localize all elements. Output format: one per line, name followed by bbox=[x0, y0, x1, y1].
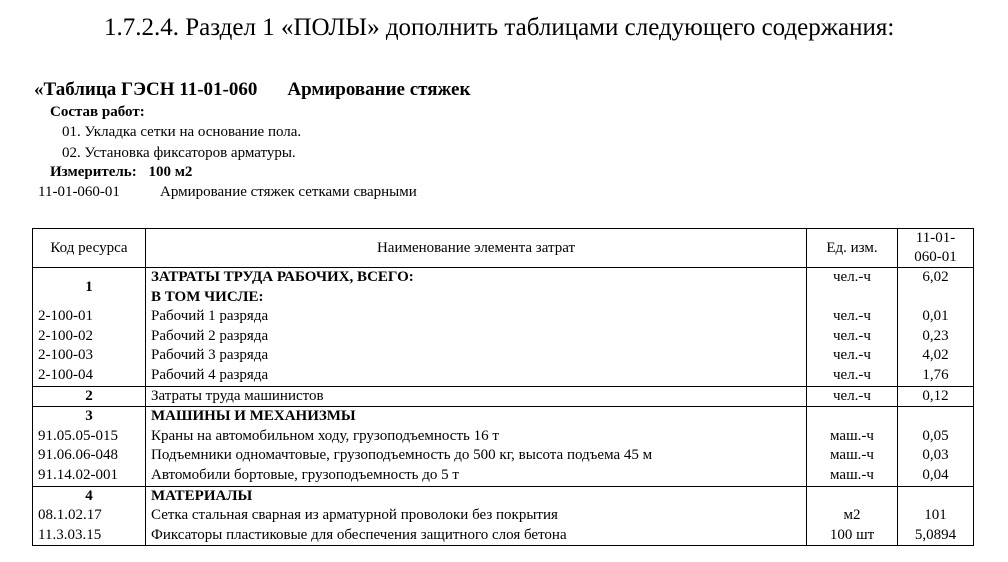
section-1-num: 1 bbox=[33, 268, 146, 308]
row-name: Подъемники одномачтовые, грузоподъемность до 500 кг, высота подъема 45 м bbox=[146, 446, 807, 466]
norm-name: Армирование стяжек сетками сварными bbox=[160, 184, 417, 200]
row-unit: маш.-ч bbox=[807, 446, 898, 466]
row-code: 2-100-03 bbox=[33, 346, 146, 366]
row-value: 0,05 bbox=[898, 427, 974, 447]
row-name: Краны на автомобильном ходу, грузоподъемность 16 т bbox=[146, 427, 807, 447]
table-row bbox=[33, 446, 974, 466]
section-2-row bbox=[33, 386, 974, 407]
row-code: 11.3.03.15 bbox=[33, 526, 146, 546]
row-code: 91.06.06-048 bbox=[33, 446, 146, 466]
header-row bbox=[33, 229, 974, 268]
row-unit: чел.-ч bbox=[807, 346, 898, 366]
row-unit: маш.-ч bbox=[807, 466, 898, 486]
section-4-name: МАТЕРИАЛЫ bbox=[146, 486, 807, 506]
norm-code: 11-01-060-01 bbox=[38, 184, 120, 200]
measure bbox=[50, 164, 192, 181]
row-name: Рабочий 2 разряда bbox=[146, 327, 807, 347]
row-unit: маш.-ч bbox=[807, 427, 898, 447]
table-row bbox=[33, 346, 974, 366]
section-3-num: 3 bbox=[33, 407, 146, 427]
table-row bbox=[33, 366, 974, 386]
section-1-unit: чел.-ч bbox=[807, 268, 898, 288]
col-code-header: Код ресурса bbox=[33, 229, 146, 268]
col-name-header: Наименование элемента затрат bbox=[146, 229, 807, 268]
table-row bbox=[33, 466, 974, 486]
section-1-subheading: В ТОМ ЧИСЛЕ: bbox=[146, 288, 807, 308]
row-name: Автомобили бортовые, грузоподъемность до 5 т bbox=[146, 466, 807, 486]
table-code: «Таблица ГЭСН 11-01-060 bbox=[34, 79, 258, 100]
table-row bbox=[33, 327, 974, 347]
row-value: 4,02 bbox=[898, 346, 974, 366]
section-3-row bbox=[33, 407, 974, 427]
row-unit: чел.-ч bbox=[807, 307, 898, 327]
row-code: 2-100-02 bbox=[33, 327, 146, 347]
table-row bbox=[33, 307, 974, 327]
row-name: Рабочий 3 разряда bbox=[146, 346, 807, 366]
table-row bbox=[33, 526, 974, 546]
section-1-subheading-row bbox=[33, 288, 974, 308]
row-code: 91.14.02-001 bbox=[33, 466, 146, 486]
row-unit: м2 bbox=[807, 506, 898, 526]
measure-value: 100 м2 bbox=[148, 164, 193, 180]
col-norm-line1: 11-01- bbox=[915, 230, 956, 246]
row-unit: чел.-ч bbox=[807, 366, 898, 386]
row-value: 5,0894 bbox=[898, 526, 974, 546]
work-label: Состав работ: bbox=[50, 104, 145, 120]
row-value: 1,76 bbox=[898, 366, 974, 386]
row-value: 0,01 bbox=[898, 307, 974, 327]
row-unit: 100 шт bbox=[807, 526, 898, 546]
row-name: Рабочий 1 разряда bbox=[146, 307, 807, 327]
section-1-row bbox=[33, 268, 974, 288]
resource-table bbox=[32, 228, 974, 546]
section-4-row bbox=[33, 486, 974, 506]
section-heading: 1.7.2.4. Раздел 1 «ПОЛЫ» дополнить таблицами следующего содержания: bbox=[104, 14, 895, 41]
table-name: Армирование стяжек bbox=[287, 79, 471, 100]
section-2-unit: чел.-ч bbox=[807, 386, 898, 407]
row-code: 08.1.02.17 bbox=[33, 506, 146, 526]
section-1-value: 6,02 bbox=[898, 268, 974, 288]
row-name: Рабочий 4 разряда bbox=[146, 366, 807, 386]
row-code: 91.05.05-015 bbox=[33, 427, 146, 447]
row-unit: чел.-ч bbox=[807, 327, 898, 347]
section-1-name: ЗАТРАТЫ ТРУДА РАБОЧИХ, ВСЕГО: bbox=[146, 268, 807, 288]
section-4-num: 4 bbox=[33, 486, 146, 506]
row-value: 0,23 bbox=[898, 327, 974, 347]
section-2-num: 2 bbox=[33, 386, 146, 407]
table-title bbox=[34, 79, 470, 101]
row-code: 2-100-01 bbox=[33, 307, 146, 327]
section-2-name: Затраты труда машинистов bbox=[146, 386, 807, 407]
work-item-1: 01. Укладка сетки на основание пола. bbox=[62, 124, 302, 140]
row-value: 0,04 bbox=[898, 466, 974, 486]
col-unit-header: Ед. изм. bbox=[807, 229, 898, 268]
section-3-name: МАШИНЫ И МЕХАНИЗМЫ bbox=[146, 407, 807, 427]
col-norm-line2: 060-01 bbox=[914, 249, 957, 265]
col-norm-header bbox=[898, 229, 974, 268]
row-code: 2-100-04 bbox=[33, 366, 146, 386]
table-row bbox=[33, 427, 974, 447]
row-name: Фиксаторы пластиковые для обеспечения защитного слоя бетона bbox=[146, 526, 807, 546]
section-2-value: 0,12 bbox=[898, 386, 974, 407]
measure-label: Измеритель: bbox=[50, 164, 137, 180]
row-value: 0,03 bbox=[898, 446, 974, 466]
row-name: Сетка стальная сварная из арматурной проволоки без покрытия bbox=[146, 506, 807, 526]
row-value: 101 bbox=[898, 506, 974, 526]
table-row bbox=[33, 506, 974, 526]
work-item-2: 02. Установка фиксаторов арматуры. bbox=[62, 145, 296, 161]
